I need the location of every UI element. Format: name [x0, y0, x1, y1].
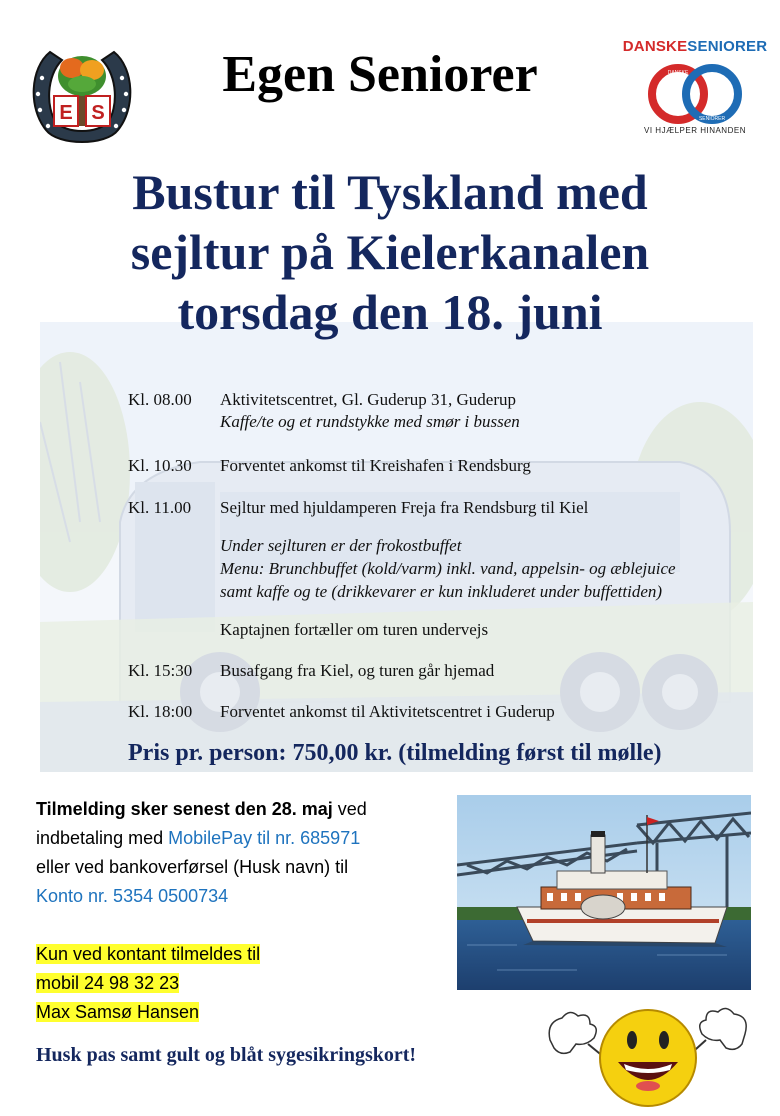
price-line: Pris pr. person: 750,00 kr. (tilmelding først til mølle) [128, 740, 662, 766]
danske-seniorer-logo [620, 38, 770, 144]
footer-reminder: Husk pas samt gult og blåt sygesikringskort! [36, 1044, 417, 1066]
signup-line-3: eller ved bankoverførsel (Husk navn) til [36, 857, 349, 877]
paddle-steamer-photo [457, 795, 751, 990]
org-title: Egen Seniorer [222, 46, 538, 103]
ds-logo-name: DANSKESENIORER [622, 38, 768, 55]
cash-line-1: Kun ved kontant tilmeldes til [36, 944, 261, 964]
buffet-line-2: Menu: Brunchbuffet (kold/varm) inkl. vand, appelsin- og æblejuice [220, 559, 676, 578]
bank-account: Konto nr. 5354 0500734 [36, 886, 229, 906]
buffet-line-3: samt kaffe og te (drikkevarer er kun inkluderet under buffettiden) [220, 582, 663, 601]
smiley-icon [540, 1000, 755, 1110]
title-line-1: Bustur til Tyskland med [132, 164, 648, 220]
svg-text:SENIORER: SENIORER [698, 116, 726, 122]
schedule-note-0800: Kaffe/te og et rundstykke med smør i bussen [220, 412, 520, 431]
svg-text:DANSKE: DANSKE [667, 70, 689, 76]
logo-letter-s: S [91, 102, 105, 124]
buffet-line-1: Under sejlturen er der frokostbuffet [220, 536, 462, 555]
signup-line-2: indbetaling med MobilePay til nr. 685971 [36, 828, 361, 848]
spacer [36, 911, 436, 940]
signup-info [36, 795, 436, 1027]
cash-line-2: mobil 24 98 32 23 [36, 973, 180, 993]
ds-rings-icon [638, 60, 752, 126]
title-line-3: torsdag den 18. juni [177, 284, 603, 340]
ds-logo-tagline: VI HJÆLPER HINANDEN [644, 126, 746, 135]
title-line-2: sejltur på Kielerkanalen [130, 224, 650, 280]
logo-letter-e: E [59, 102, 73, 124]
mobilepay-number: MobilePay til nr. 685971 [168, 828, 361, 848]
signup-line-1: Tilmelding sker senest den 28. maj ved [36, 799, 367, 819]
egen-seniorer-logo [28, 38, 136, 156]
main-title [40, 162, 740, 342]
captain-line: Kaptajnen fortæller om turen undervejs [220, 620, 489, 639]
cash-line-3: Max Samsø Hansen [36, 1002, 200, 1022]
